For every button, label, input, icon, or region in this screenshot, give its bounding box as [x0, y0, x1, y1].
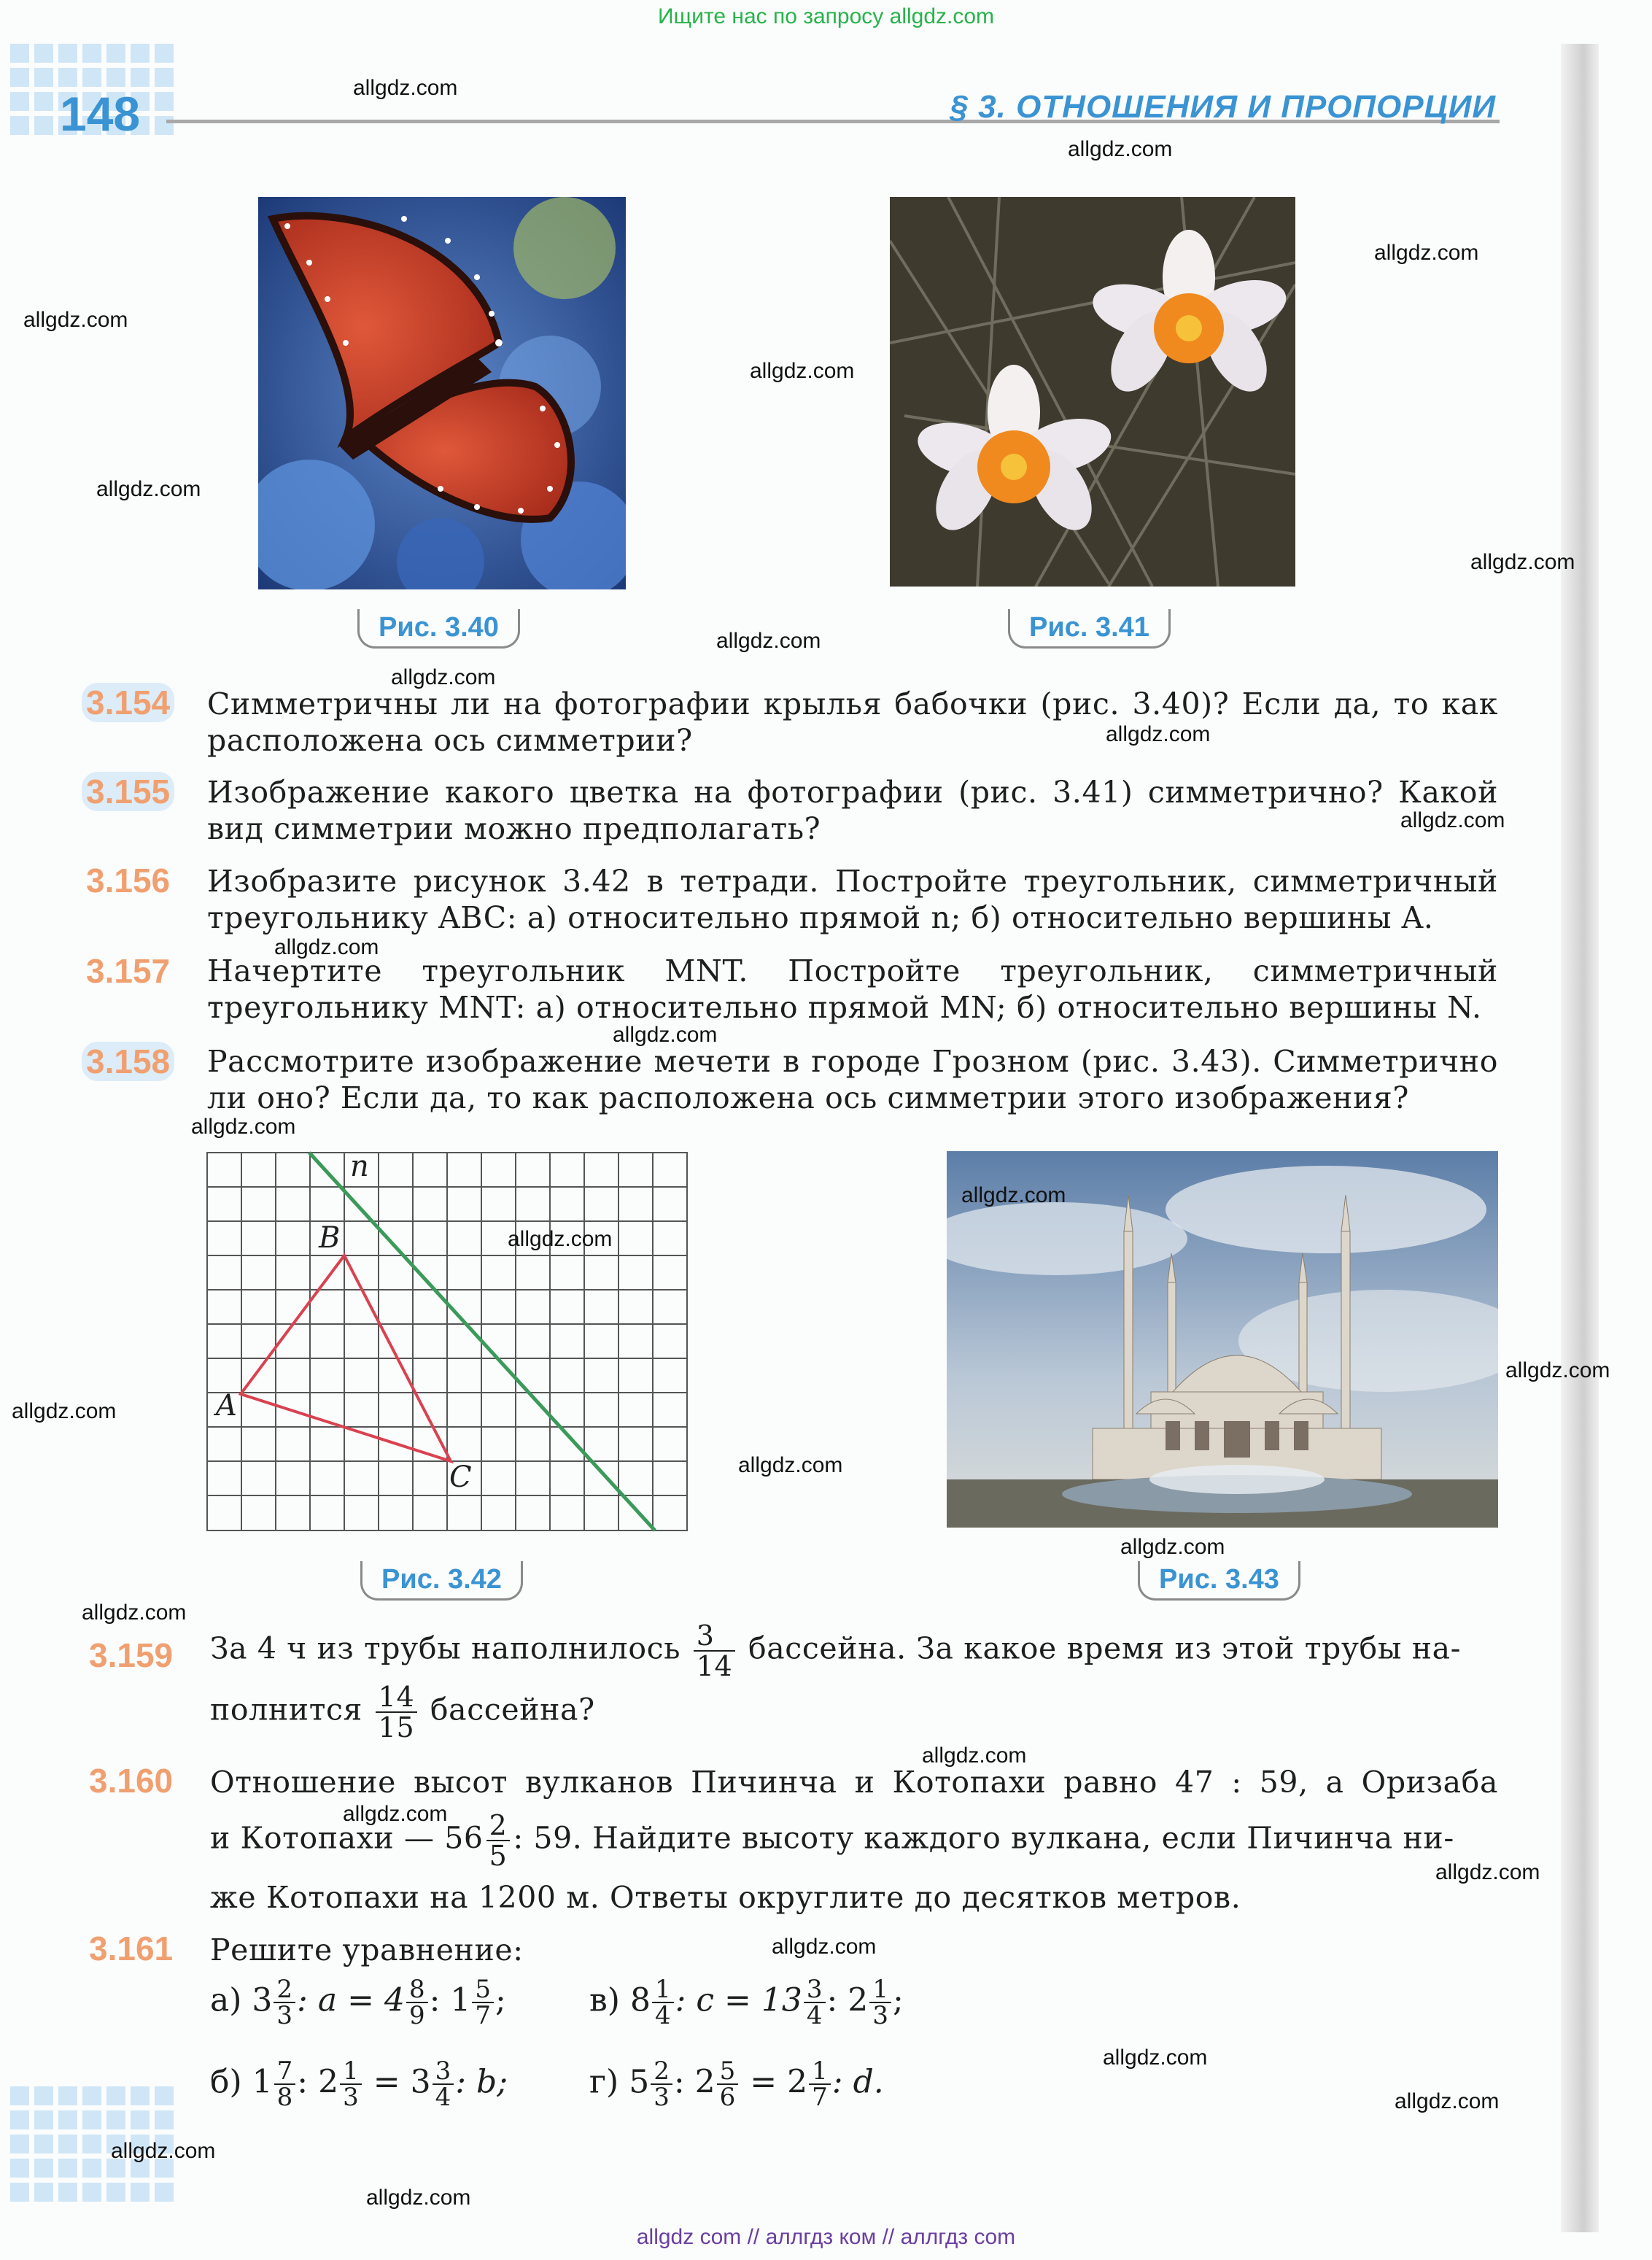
watermark: allgdz.com: [1374, 241, 1479, 265]
p159-part3: полнится: [210, 1692, 363, 1727]
watermark: allgdz.com: [1103, 2046, 1208, 2070]
watermark: allgdz.com: [274, 935, 379, 959]
watermark: allgdz.com: [82, 1601, 187, 1625]
problem-text-3-158: Рассмотрите изображение мечети в городе Грозном (рис. 3.43). Симметрично ли оно? Если да, то как расположена ось симметрии этого изображения?: [207, 1044, 1498, 1115]
watermark: allgdz.com: [738, 1453, 843, 1477]
watermark: allgdz.com: [772, 1935, 877, 1959]
watermark: allgdz.com: [191, 1115, 296, 1139]
watermark: allgdz.com: [1068, 137, 1173, 161]
equation-v: в) 8 $\frac{1}{4}$ : c = 13 $\frac{3}{4}$ : 2 $\frac{1}{3}$ ;: [589, 1975, 904, 2030]
watermark: allgdz.com: [1395, 2089, 1500, 2113]
figure-caption-3-42: Рис. 3.42: [360, 1561, 523, 1601]
watermark: allgdz.com: [1106, 722, 1211, 746]
fraction-14-15: $\frac{14}{15}$: [376, 1682, 418, 1742]
problem-number-3-156: 3.156: [86, 862, 171, 899]
problem-number-3-161: 3.161: [89, 1930, 174, 1967]
figure-caption-3-40: Рис. 3.40: [357, 609, 520, 649]
watermark: allgdz.com: [343, 1802, 448, 1826]
label-vertex-c: C: [449, 1460, 472, 1494]
problem-number-3-157: 3.157: [86, 952, 171, 990]
problem-text-3-155: Изображение какого цветка на фотографии (рис. 3.41) симметрично? Какой вид симметрии можно предполагать?: [207, 775, 1498, 846]
watermark: allgdz.com: [508, 1227, 613, 1251]
watermark: allgdz.com: [12, 1399, 117, 1423]
watermark: allgdz.com: [366, 2186, 471, 2210]
p159-part4: бассейна?: [430, 1692, 595, 1727]
equation-a: а) 3 $\frac{2}{3}$ : a = 4 $\frac{8}{9}$ : 1 $\frac{5}{7}$ ;: [210, 1975, 506, 2030]
watermark: allgdz.com: [922, 1744, 1027, 1768]
problem-text-3-160-line1: Отношение высот вулканов Пичинча и Котопахи равно 47 : 59, а Оризаба: [210, 1765, 1498, 1800]
problem-number-3-154: 3.154: [82, 683, 174, 722]
p160-line2a: и Котопахи — 56: [210, 1820, 484, 1856]
top-banner: Ищите нас по запросу allgdz.com: [657, 4, 995, 28]
equation-b: б) 1 $\frac{7}{8}$ : 2 $\frac{1}{3}$ = 3 $\frac{3}{4}$ : b;: [210, 2056, 508, 2112]
watermark: allgdz.com: [1505, 1358, 1610, 1382]
watermark: allgdz.com: [391, 665, 496, 689]
problem-number-3-155: 3.155: [82, 772, 174, 811]
problem-text-3-160-line3: же Котопахи на 1200 м. Ответы округлите до десятков метров.: [210, 1880, 1241, 1915]
figure-caption-3-43: Рис. 3.43: [1138, 1561, 1300, 1601]
watermark: allgdz.com: [613, 1023, 718, 1047]
problem-number-3-159: 3.159: [89, 1636, 174, 1674]
problem-text-3-159-line2: [210, 1682, 1498, 1742]
page-number: 148: [60, 87, 141, 141]
watermark: allgdz.com: [96, 477, 201, 501]
watermark: allgdz.com: [111, 2139, 216, 2163]
watermark: allgdz.com: [750, 359, 855, 383]
watermark: allgdz.com: [1120, 1535, 1225, 1559]
problem-text-3-156: Изобразите рисунок 3.42 в тетради. Постройте треугольник, симметричный треугольнику ABC: а) относительно прямой n; б) относительно вершины A.: [207, 864, 1498, 935]
page-binding-shadow: [1561, 44, 1599, 2232]
label-line-n: n: [350, 1150, 369, 1183]
fraction-3-14: $\frac{3}{14}$: [694, 1621, 736, 1681]
p159-part1: За 4 ч из трубы наполнилось: [210, 1630, 681, 1666]
crocus-photo: [890, 197, 1295, 587]
problem-number-3-160: 3.160: [89, 1762, 174, 1800]
watermark: allgdz.com: [1435, 1860, 1540, 1884]
grid-figure-3-42: [206, 1151, 689, 1532]
problem-text-3-159-line1: [210, 1621, 1498, 1681]
p159-part2: бассейна. За какое время из этой трубы на-: [748, 1630, 1462, 1666]
label-vertex-b: B: [319, 1221, 341, 1255]
equation-g: г) 5 $\frac{2}{3}$ : 2 $\frac{5}{6}$ = 2 $\frac{1}{7}$ : d.: [589, 2056, 884, 2112]
problem-text-3-157: Начертите треугольник MNT. Постройте треугольник, симметричный треугольнику MNT: а) относительно прямой MN; б) относительно вершины N.: [207, 953, 1498, 1025]
p160-line2b: : 59. Найдите высоту каждого вулкана, если Пичинча ни-: [513, 1820, 1454, 1856]
watermark: allgdz.com: [961, 1183, 1066, 1207]
problem-text-3-161: Решите уравнение:: [210, 1932, 524, 1967]
problem-text-3-154: Симметричны ли на фотографии крылья бабочки (рис. 3.40)? Если да, то как расположена ось симметрии?: [207, 686, 1498, 758]
watermark: allgdz.com: [716, 629, 821, 653]
figure-caption-3-41: Рис. 3.41: [1008, 609, 1171, 649]
watermark: allgdz.com: [1470, 550, 1575, 574]
bottom-banner: allgdz com // аллгдз ком // аллгдз com: [636, 2225, 1016, 2249]
fraction-2-5: $\frac{2}{5}$: [486, 1811, 511, 1870]
watermark: allgdz.com: [353, 76, 458, 100]
label-vertex-a: A: [216, 1389, 237, 1423]
watermark: allgdz.com: [23, 308, 128, 332]
problem-number-3-158: 3.158: [82, 1042, 174, 1081]
watermark: allgdz.com: [1400, 808, 1505, 832]
butterfly-photo: [258, 197, 626, 589]
section-title: § 3. ОТНОШЕНИЯ И ПРОПОРЦИИ: [950, 89, 1496, 125]
